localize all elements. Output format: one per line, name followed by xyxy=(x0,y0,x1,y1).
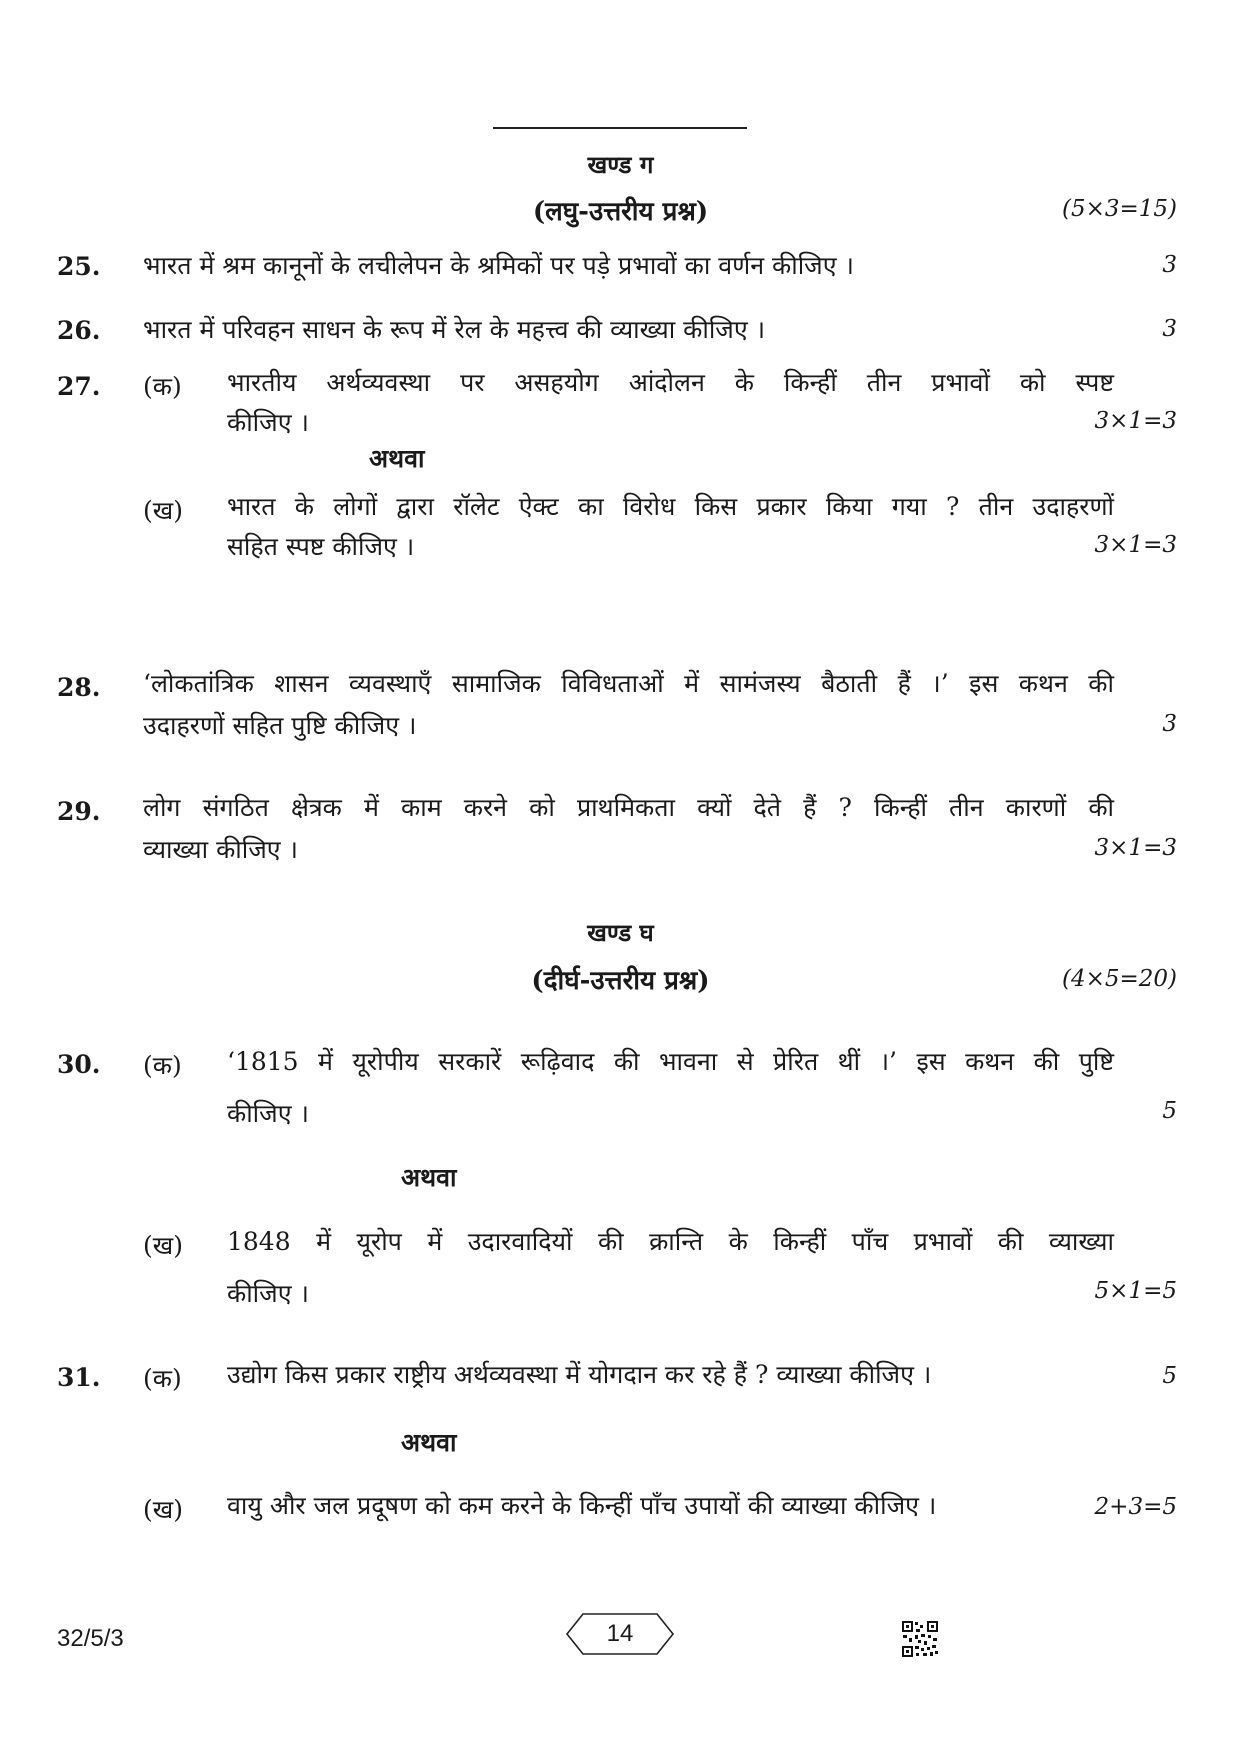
option-label: (क) xyxy=(143,1051,182,1080)
question-text: व्याख्या कीजिए । xyxy=(143,835,299,864)
question-marks: 3 xyxy=(1162,711,1177,737)
question-text: उदाहरणों सहित पुष्टि कीजिए । xyxy=(143,711,417,740)
section-c-marks: (5×3=15) xyxy=(1061,196,1177,222)
question-marks: 3×1=3 xyxy=(1094,532,1177,558)
page-number-badge xyxy=(565,1612,675,1656)
option-label: (ख) xyxy=(143,1231,183,1260)
question-text: वायु और जल प्रदूषण को कम करने के किन्हीं पाँच उपायों की व्याख्या कीजिए । xyxy=(227,1491,937,1520)
question-marks: 5 xyxy=(1162,1363,1177,1389)
or-divider: अथवा xyxy=(369,444,425,473)
question-marks: 3 xyxy=(1162,316,1177,342)
question-text: भारतीय अर्थव्यवस्था पर असहयोग आंदोलन के किन्हीं तीन प्रभावों को स्पष्ट xyxy=(227,368,1114,397)
section-c-subtitle: (लघु-उत्तरीय प्रश्न) xyxy=(532,197,709,227)
option-label: (ख) xyxy=(143,496,183,525)
question-text: कीजिए । xyxy=(227,408,309,437)
question-text: उद्योग किस प्रकार राष्ट्रीय अर्थव्यवस्था में योगदान कर रहे हैं ? व्याख्या कीजिए । xyxy=(227,1360,932,1389)
question-marks: 5×1=5 xyxy=(1094,1278,1177,1304)
section-d-subtitle: (दीर्घ-उत्तरीय प्रश्न) xyxy=(531,966,710,996)
or-divider: अथवा xyxy=(401,1428,457,1457)
question-marks: 5 xyxy=(1162,1098,1177,1124)
section-d-marks: (4×5=20) xyxy=(1061,966,1177,992)
question-text: लोग संगठित क्षेत्रक में काम करने को प्राथमिकता क्यों देते हैं ? किन्हीं तीन कारणों की xyxy=(143,793,1114,822)
section-c-title: खण्ड ग xyxy=(587,150,654,179)
question-marks: 3 xyxy=(1162,252,1177,278)
question-text: कीजिए । xyxy=(227,1279,309,1308)
question-text: भारत में श्रम कानूनों के लचीलेपन के श्रमिकों पर पड़े प्रभावों का वर्णन कीजिए । xyxy=(143,251,854,280)
question-marks: 2+3=5 xyxy=(1094,1494,1177,1520)
question-text: भारत के लोगों द्वारा रॉलेट ऐक्ट का विरोध किस प्रकार किया गया ? तीन उदाहरणों xyxy=(227,492,1114,521)
question-text: भारत में परिवहन साधन के रूप में रेल के महत्त्व की व्याख्या कीजिए । xyxy=(143,315,766,344)
question-number: 27. xyxy=(57,372,101,401)
option-label: (ख) xyxy=(143,1495,183,1524)
question-number: 29. xyxy=(57,797,101,826)
question-text: 1848 में यूरोप में उदारवादियों की क्रान्ति के किन्हीं पाँच प्रभावों की व्याख्या xyxy=(227,1227,1114,1256)
paper-code: 32/5/3 xyxy=(57,1625,124,1652)
or-divider: अथवा xyxy=(401,1163,457,1192)
question-number: 31. xyxy=(57,1363,101,1392)
question-number: 26. xyxy=(57,316,101,345)
question-number: 30. xyxy=(57,1050,101,1079)
option-label: (क) xyxy=(143,372,182,401)
question-number: 25. xyxy=(57,252,101,281)
question-text: ‘1815 में यूरोपीय सरकारें रूढ़िवाद की भावना से प्रेरित थीं ।’ इस कथन की पुष्टि xyxy=(227,1047,1114,1076)
qr-code-icon xyxy=(901,1620,939,1658)
question-marks: 3×1=3 xyxy=(1094,408,1177,434)
top-rule xyxy=(493,127,747,129)
question-text: कीजिए । xyxy=(227,1099,309,1128)
question-text: ‘लोकतांत्रिक शासन व्यवस्थाएँ सामाजिक विविधताओं में सामंजस्य बैठाती हैं ।’ इस कथन की xyxy=(143,669,1114,698)
question-text: सहित स्पष्ट कीजिए । xyxy=(227,532,415,561)
section-d-title: खण्ड घ xyxy=(587,918,654,947)
option-label: (क) xyxy=(143,1364,182,1393)
question-number: 28. xyxy=(57,673,101,702)
page-number: 14 xyxy=(606,1620,634,1647)
question-marks: 3×1=3 xyxy=(1094,835,1177,861)
